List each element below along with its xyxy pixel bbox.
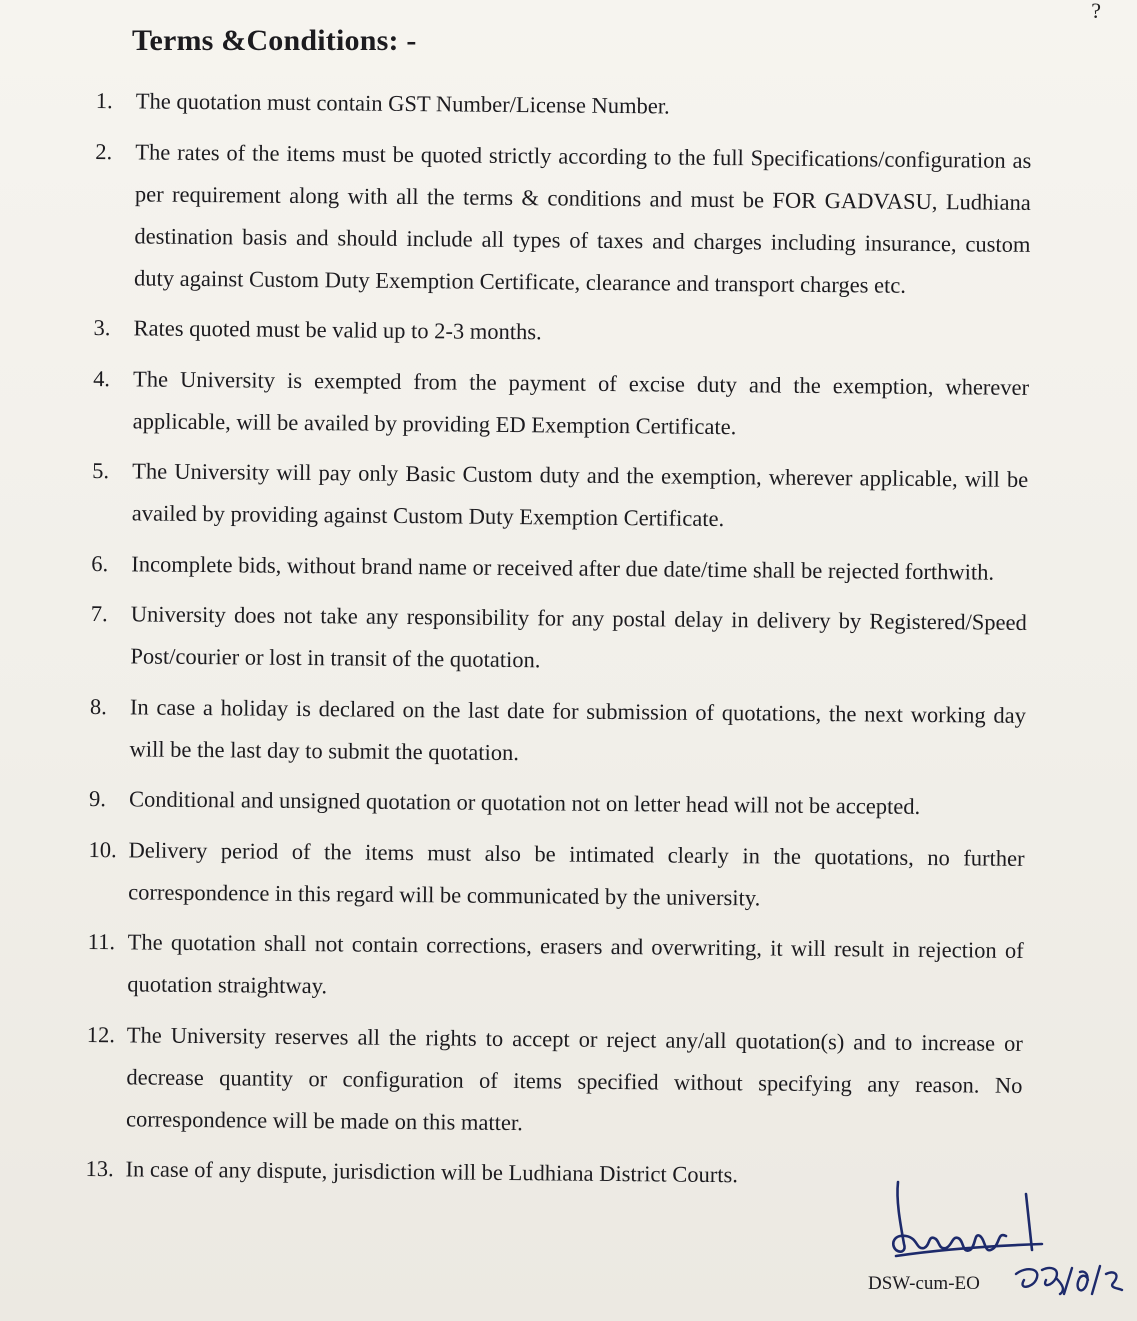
term-text: University does not take any responsibility for any postal delay in delivery by Registered/Speed Post/courier or lost in transit of the quotation. — [130, 601, 1027, 673]
term-number: 9. — [88, 785, 107, 812]
term-number: 11. — [87, 928, 116, 955]
term-item — [92, 450, 1029, 543]
term-number: 2. — [95, 138, 113, 164]
term-text: Rates quoted must be valid up to 2-3 months. — [133, 315, 542, 345]
term-item — [96, 80, 1032, 131]
term-text: The University is exempted from the payment of excise duty and the exemption, wherever applicable, will be availed by providing ED Exemption Certificate. — [132, 365, 1030, 439]
designation-label: DSW-cum-EO — [868, 1273, 980, 1294]
terms-list — [85, 80, 1032, 1207]
term-text: In case of any dispute, jurisdiction will be Ludhiana District Courts. — [125, 1156, 739, 1188]
term-text: In case a holiday is declared on the last date for submission of quotations, the next working day will be the last day to submit the quotation. — [129, 693, 1027, 765]
term-text: Conditional and unsigned quotation or quotation not on letter head will not be accepted. — [128, 786, 921, 819]
term-number: 12. — [86, 1021, 116, 1047]
term-item — [88, 828, 1025, 921]
term-text: Incomplete bids, without brand name or received after due date/time shall be rejected forthwith. — [131, 550, 995, 585]
term-number: 8. — [89, 693, 107, 719]
term-item — [93, 357, 1030, 450]
term-number: 4. — [93, 365, 111, 391]
term-text: Delivery period of the items must also be intimated clearly in the quotations, no further correspondence in this regard will be communicated by the university. — [128, 836, 1025, 910]
term-number: 3. — [93, 314, 111, 341]
term-item — [90, 593, 1027, 686]
term-number: 6. — [91, 550, 109, 576]
term-item — [86, 1013, 1023, 1148]
term-item — [94, 130, 1032, 307]
term-item — [89, 778, 1025, 829]
term-number: 7. — [90, 600, 108, 627]
term-number: 1. — [95, 87, 113, 114]
term-text: The University reserves all the rights to accept or reject any/all quotation(s) and to increase or decrease quantity or configuration of items specified without specifying any reason. No correspondence will be made on this matter. — [125, 1021, 1023, 1135]
term-item — [87, 921, 1024, 1014]
term-number: 5. — [92, 457, 110, 484]
term-text: The quotation must contain GST Number/License Number. — [135, 88, 670, 119]
term-number: 13. — [85, 1155, 114, 1182]
term-text: The rates of the items must be quoted strictly according to the full Specifications/configuration as per requirement along with all the terms & conditions and must be FOR GADVASU, Ludhiana destination basis and should include all types of taxes and charges including insurance, custom duty against Custom Duty Exemption Certificate, clearance and transport charges etc. — [133, 138, 1032, 298]
corner-mark: ? — [1091, 0, 1101, 23]
term-text: The quotation shall not contain corrections, erasers and overwriting, it will result in rejection of quotation straightway. — [127, 929, 1024, 999]
term-item — [93, 307, 1029, 358]
term-text: The University will pay only Basic Custom duty and the exemption, wherever applicable, will be availed by providing against Custom Duty Exemption Certificate. — [131, 458, 1029, 532]
term-item — [89, 685, 1026, 778]
term-number: 10. — [88, 836, 117, 862]
terms-heading: Terms &Conditions: - — [132, 24, 417, 57]
term-item — [91, 542, 1027, 593]
